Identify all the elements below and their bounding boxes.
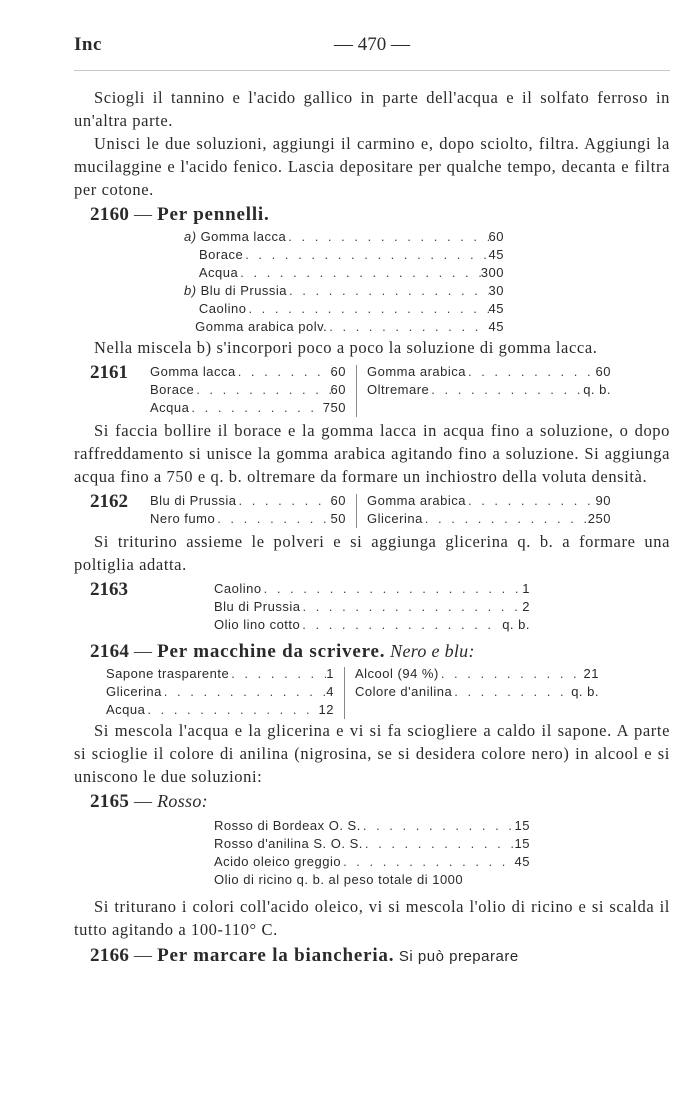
ingredient-row: Blu di Prussia . . . 60 [150,492,346,510]
column-divider [344,667,345,719]
ingredient-row: Acqua . . . 750 [150,399,346,417]
ingredient-row: a) Gomma lacca . . . 60 [184,228,504,246]
ingredient-row: Gomma arabica polv. . . . 45 [184,318,504,336]
ingredient-row: Acqua . . . 300 [184,264,504,282]
recipe-number: 2164 [90,641,130,662]
ingredient-row: Acqua . . . 12 [106,701,334,719]
ingredient-column [150,363,346,417]
ingredient-row: Glicerina . . . 250 [367,510,611,528]
ingredient-row: Caolino . . . 45 [184,300,504,318]
ingredient-row: Rosso d'anilina S. O. S. . . . 15 [214,835,530,853]
recipe-title: Per marcare la biancheria. [157,945,395,966]
ingredient-row: Nero fumo . . . 50 [150,510,346,528]
ingredient-row: Rosso di Bordeax O. S. . . . 15 [214,817,530,835]
paragraph: Unisci le due soluzioni, aggiungi il carmino e, dopo sciolto, filtra. Aggiungi la mucilaggine e l'acido fenico. Lascia depositare per qualche tempo, decanta e filtra per cotone. [74,134,670,199]
recipe-2163 [74,580,670,634]
recipe-subtitle: Rosso: [157,791,208,811]
variant-label: b) [184,283,197,298]
section-heading-2166: 2166 — Per marcare la biancheria. Si può preparare [90,945,519,966]
ingredient-row: Blu di Prussia . . . 2 [214,598,530,616]
ingredient-row: Borace . . . 60 [150,381,346,399]
ingredient-list-2165 [214,817,530,889]
paragraph: Si mescola l'acqua e la glicerina e vi si fa sciogliere a caldo il sapone. A parte si scioglie il colore di anilina (nigrosina, se si desidera colore nero) in alcool e si uniscono le due soluzioni: [74,721,670,786]
column-divider [356,365,357,417]
ingredient-column [355,665,599,719]
paragraph: Si faccia bollire il borace e la gomma lacca in acqua fino a soluzione, o dopo raffreddamento si unisce la gomma arabica agitando fino a soluzione. Si aggiunga acqua fino a 750 e q. b. oltremare da formare un inchiostro della voluta densità. [74,421,670,486]
ingredient-list-2163 [214,580,530,634]
ingredient-row: Alcool (94 %) . . . 21 [355,665,599,683]
paragraph: Si triturino assieme le polveri e si aggiunga glicerina q. b. a formare una poltiglia adatta. [74,532,670,574]
ingredient-row: Sapone trasparente . . . 1 [106,665,334,683]
ingredient-row: Gomma arabica . . . 90 [367,492,611,510]
recipe-subtitle: Nero e blu: [385,641,475,661]
ingredient-row: Olio lino cotto . . . q. b. [214,616,530,634]
recipe-number: 2161 [90,362,128,383]
ingredient-row: Gomma arabica . . . 60 [367,363,611,381]
ingredient-column [106,665,334,719]
header-rule [74,70,670,71]
ingredient-row: Glicerina . . . 4 [106,683,334,701]
ingredient-row: Borace . . . 45 [184,246,504,264]
recipe-number: 2162 [90,491,128,512]
recipe-2161 [74,363,670,417]
paragraph: Si triturano i colori coll'acido oleico, vi si mescola l'olio di ricino e si scalda il tutto agitando a 100-110° C. [74,897,670,939]
recipe-title: Per macchine da scrivere. [157,641,386,662]
page-header [74,34,670,64]
column-divider [356,494,357,528]
paragraph: Sciogli il tannino e l'acido gallico in parte dell'acqua e il solfato ferroso in un'altra parte. [74,88,670,130]
page-number: — 470 — [334,34,410,55]
paragraph: Nella miscela b) s'incorpori poco a poco la soluzione di gomma lacca. [94,338,598,357]
ingredient-column [367,492,611,528]
ingredient-row: b) Blu di Prussia . . . 30 [184,282,504,300]
page-body [74,86,670,969]
ingredient-column [367,363,611,417]
ingredient-row: Olio di ricino q. b. al peso totale di 1000 [214,872,464,887]
ingredient-row: Oltremare . . . q. b. [367,381,611,399]
recipe-number: 2165 [90,791,130,812]
variant-label: a) [184,229,197,244]
paragraph-start: Si può preparare [394,948,519,965]
section-heading-2165: 2165 — Rosso: [90,791,208,812]
section-heading-2160: 2160 — Per pennelli. [90,204,270,225]
recipe-2162 [74,492,670,528]
recipe-number: 2166 [90,945,130,966]
recipe-title: Per pennelli. [157,204,270,225]
ingredient-row: Caolino . . . 1 [214,580,530,598]
ingredient-row: Gomma lacca . . . 60 [150,363,346,381]
ingredient-row: Colore d'anilina . . . q. b. [355,683,599,701]
recipe-number: 2163 [90,579,128,600]
ingredient-list-2160 [184,228,504,336]
section-heading-2164: 2164 — Per macchine da scrivere. Nero e blu: [90,641,475,662]
ingredient-row: Acido oleico greggio . . . 45 [214,853,530,871]
running-head: Inc [74,34,102,55]
ingredient-column [150,492,346,528]
ingredients-2164 [106,665,670,719]
recipe-number: 2160 [90,204,130,225]
